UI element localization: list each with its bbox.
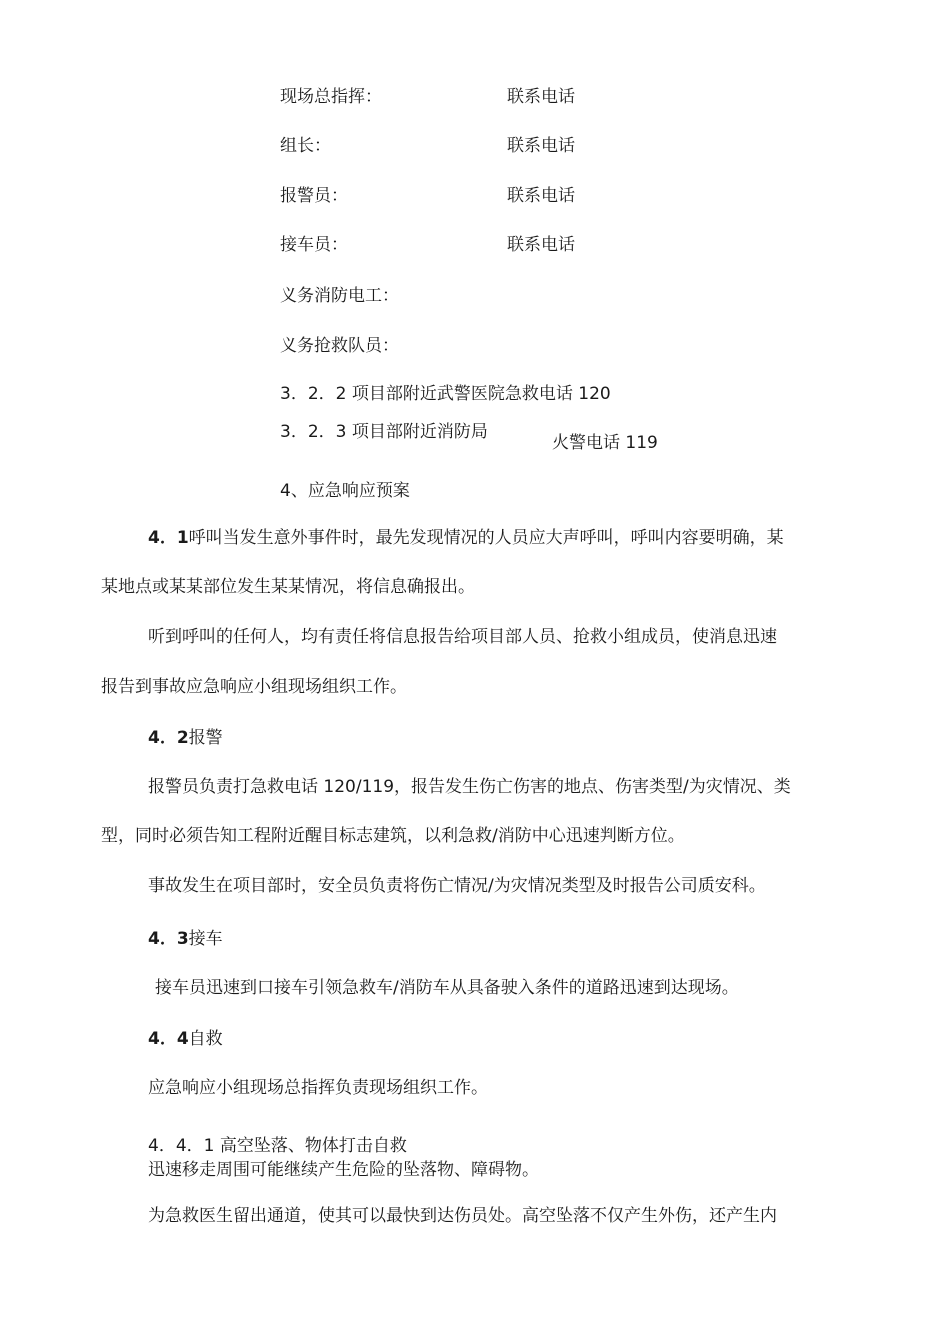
- phone-label-vehicle-receiver: 联系电话: [507, 235, 575, 255]
- section-4-1-para2-line2: 报告到事故应急响应小组现场组织工作。: [101, 677, 407, 697]
- role-alarm-reporter: 报警员：: [280, 186, 348, 206]
- phone-label-commander: 联系电话: [507, 87, 575, 107]
- section-4-1-para2-line1: 听到呼叫的任何人，均有责任将信息报告给项目部人员、抢救小组成员，使消息迅速: [148, 627, 777, 647]
- section-4-4-1-para1: 迅速移走周围可能继续产生危险的坠落物、障碍物。: [148, 1160, 539, 1180]
- section-4-2-heading: [148, 727, 223, 749]
- fire-station-label: 3．2．3 项目部附近消防局: [280, 422, 488, 442]
- section-4-4-1-para2: 为急救医生留出通道，使其可以最快到达伤员处。高空坠落不仅产生外伤，还产生内: [148, 1206, 777, 1226]
- section-4-1-number: 4．1: [148, 528, 189, 548]
- section-4-4-1-title: 4．4．1 高空坠落、物体打击自救: [148, 1136, 407, 1156]
- section-4-2-para1-line1: 报警员负责打急救电话 120/119，报告发生伤亡伤害的地点、伤害类型/为灾情况、类: [148, 777, 791, 797]
- section-4-2-number: 4．2: [148, 728, 189, 748]
- section-4-3-number: 4．3: [148, 929, 189, 949]
- section-4-4-number: 4．4: [148, 1029, 189, 1049]
- section-4-2-para2: 事故发生在项目部时，安全员负责将伤亡情况/为灾情况类型及时报告公司质安科。: [148, 876, 766, 896]
- phone-label-alarm-reporter: 联系电话: [507, 186, 575, 206]
- section-4-4-title: 自救: [188, 1029, 223, 1049]
- section-4-3-title: 接车: [188, 929, 223, 949]
- section-4-4-para1: 应急响应小组现场总指挥负责现场组织工作。: [148, 1078, 488, 1098]
- section-4-1-line1: [148, 527, 784, 549]
- section-4-3-heading: [148, 928, 223, 950]
- section-4-1-text: 呼叫当发生意外事件时，最先发现情况的人员应大声呼叫，呼叫内容要明确，某: [188, 528, 784, 548]
- role-fire-electrician: 义务消防电工：: [280, 286, 399, 306]
- hospital-line: 3．2．2 项目部附近武警医院急救电话 120: [280, 384, 611, 404]
- section-4-2-title: 报警: [188, 728, 223, 748]
- section-4-3-para1: 接车员迅速到口接车引领急救车/消防车从具备驶入条件的道路迅速到达现场。: [155, 978, 739, 998]
- role-group-leader: 组长：: [280, 136, 331, 156]
- section-4-1-line2: 某地点或某某部位发生某某情况，将信息确报出。: [101, 577, 475, 597]
- role-rescue-member: 义务抢救队员：: [280, 336, 399, 356]
- section-4-4-heading: [148, 1028, 223, 1050]
- section-4-title: 4、应急响应预案: [280, 481, 410, 501]
- role-vehicle-receiver: 接车员：: [280, 235, 348, 255]
- fire-station-phone: 火警电话 119: [552, 433, 658, 453]
- section-4-2-para1-line2: 型，同时必须告知工程附近醒目标志建筑，以利急救/消防中心迅速判断方位。: [101, 826, 685, 846]
- role-commander: 现场总指挥：: [280, 87, 382, 107]
- phone-label-group-leader: 联系电话: [507, 136, 575, 156]
